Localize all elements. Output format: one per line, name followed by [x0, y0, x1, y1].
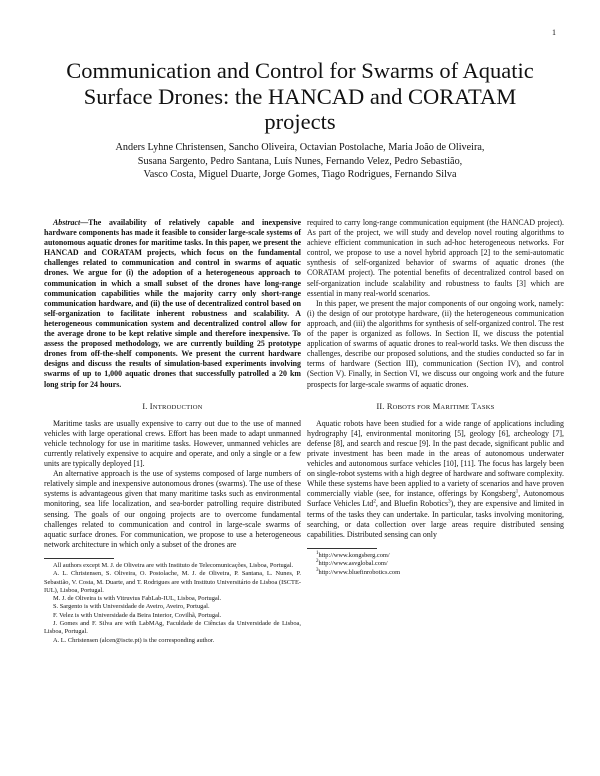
footnote-url: http://www.asvglobal.com/ — [318, 560, 388, 568]
footnotes — [307, 552, 564, 577]
affiliation-note: S. Sargento is with Universidade de Aveiro, Aveiro, Portugal. — [53, 603, 210, 611]
paragraph: In this paper, we present the major components of our ongoing work, namely: (i) the design of our prototype hardware, (ii) the heterogeneous communication approach, and (iii) the algorithms for synthesis of self-organized control. The rest of the paper is organized as follows. In Section II, we discuss the potential application of swarms of aquatic drones to real-world tasks. We then discuss the challenges, describe our proposed solutions, and the studies conducted so far in terms of hardware (Section III), communication (Section IV), and control (Section V). Finally, in Section VI, we discuss our ongoing work and the future prospects for large-scale swarms of aquatic drones. — [307, 298, 564, 389]
affiliation-note: J. Gomes and F. Silva are with LabMAg, Faculdade de Ciências da Universidade de Lisboa, Lisboa, Portugal. — [44, 619, 301, 636]
footnote — [307, 569, 564, 577]
paragraph — [307, 419, 564, 540]
section-numeral: I. — [142, 401, 148, 411]
section-title-initial: R — [386, 401, 393, 411]
text-run: ), they are expensive and limited in terms of the tasks they can undertake. In particular, tasks involving monitoring, searching, or data collection over large areas require distributed sensing capabilities. Distributed sensing can only — [307, 499, 564, 539]
text-run: , Autonomous Surface Vehicles Ltd — [307, 489, 564, 509]
paragraph: Maritime tasks are usually expensive to carry out due to the use of manned vehicles with large operational crews. Effort has been made to adapt unmanned vehicle technology for use in maritime tasks. However, unmanned vehicles are currently relatively expensive to acquire and operate, and only a single or a few units are typically deployed [1]. — [44, 418, 301, 469]
text-run: , and Bluefin Robotics — [375, 499, 449, 509]
affiliation-note: All authors except M. J. de Oliveira are with Instituto de Telecomunicações, Lisboa, Portugal. — [53, 561, 294, 569]
section-heading-introduction — [44, 402, 301, 413]
section-title-rest: ARITIME — [440, 403, 470, 411]
right-column — [307, 218, 564, 577]
footnote-marker: 1 — [515, 489, 519, 495]
page-number: 1 — [552, 28, 556, 37]
footnote-url: http://www.kongsberg.com/ — [318, 551, 390, 559]
footnote — [307, 552, 564, 560]
footnote-number: 1 — [316, 550, 319, 556]
footnote-rule — [44, 558, 114, 559]
footnote-marker: 2 — [373, 499, 376, 505]
abstract — [44, 218, 301, 390]
section-title-rest: OBOTS FOR — [392, 403, 431, 411]
section-title-initial: M — [432, 401, 441, 411]
footnote-number: 3 — [316, 567, 319, 573]
section-title-initial: T — [471, 401, 477, 411]
section-heading-robots — [307, 402, 564, 413]
abstract-label: Abstract — [53, 218, 81, 227]
affiliation-note: A. L. Christensen, S. Oliveira, O. Postolache, M. J. de Oliveira, P. Santana, L. Nunes, P. Sebastião, V. Costa, M. Duarte, and T. Rodrigues are with Instituto Universitário de Lisboa (ISCTE-IUL), Lisboa, Portugal. — [44, 570, 301, 594]
paragraph: required to carry long-range communication equipment (the HANCAD project). As part of the project, we will study and develop novel routing algorithms to achieve efficient communication in such ad-hoc heterogeneous networks. For control, we propose to use a novel hybrid approach [2] to the semi-automatic synthesis of self-organized behavior of swarms of aquatic drones (the CORATAM project). The potential benefits of decentralized control based on self-organization include scalability and robustness to faults [3] which are essential in many real-world scenarios. — [307, 218, 564, 298]
affiliation-note: A. L. Christensen (alcen@iscte.pt) is the corresponding author. — [53, 636, 215, 644]
text-run: Aquatic robots have been studied for a wide range of applications including hydrography [4], environmental monitoring [5], geology [6], archeology [7], defense [8], and search and rescue [9]. In the past decade, significant public and private investment has been made in the areas of autonomous underwater vehicles and autonomous surface vehicles [10], [11]. The focus has largely been on single-robot systems with a high degree of hardware and software complexity. While these systems have been applied to a variety of scenarios and have proven commercially viable (see, for instance, offerings by Kongsberg — [307, 418, 564, 499]
author-line: Anders Lyhne Christensen, Sancho Oliveira, Octavian Postolache, Maria João de Oliveira, — [115, 142, 485, 153]
author-list — [60, 141, 540, 182]
footnote-marker: 3 — [448, 499, 451, 505]
left-column — [44, 218, 301, 645]
section-title-rest: ASKS — [476, 403, 495, 411]
footnote-rule — [307, 548, 377, 549]
affiliation-note: F. Velez is with Universidade da Beira Interior, Covilhã, Portugal. — [53, 611, 222, 619]
section-numeral: II. — [376, 401, 385, 411]
paragraph: An alternative approach is the use of systems composed of large numbers of relatively simple and inexpensive autonomous drones (swarms). The use of these systems is advantageous given that many maritime tasks such as environmental monitoring, sea life localization, and sea-border patrolling require distributed sensing. The goals of our ongoing projects are to overcome fundamental challenges related to communication and control in large-scale swarms of aquatic surface drones. For communication, we propose to use a heterogeneous network architecture in which only a subset of the drones are — [44, 469, 301, 549]
section-title-rest: NTRODUCTION — [152, 403, 203, 411]
paper-title: Communication and Control for Swarms of Aquatic Surface Drones: the HANCAD and CORATAM projects — [66, 58, 534, 134]
footnote — [307, 560, 564, 568]
author-line: Vasco Costa, Miguel Duarte, Jorge Gomes, Tiago Rodrigues, Fernando Silva — [143, 169, 457, 181]
footnote-url: http://www.bluefinrobotics.com — [318, 568, 401, 576]
footnote-number: 2 — [316, 559, 319, 565]
author-line: Susana Sargento, Pedro Santana, Luís Nunes, Fernando Velez, Pedro Sebastião, — [137, 155, 463, 167]
affiliations — [44, 562, 301, 645]
section-title-initial: I — [149, 401, 153, 411]
abstract-text: —The availability of relatively capable and inexpensive hardware components has made it feasible to consider large-scale systems of autonomous aquatic drones for maritime tasks. In this paper, we present the HANCAD and CORATAM projects, which focus on the fundamental challenges related to communication and control in swarms of aquatic drones. We argue for (i) the adoption of a heterogeneous approach to communication in which a small subset of the drones have long-range communication capabilities while the majority carry only short-range communication hardware, and (ii) the use of decentralized control based on self-organization to facilitate inherent robustness and scalability. A heterogeneous communication system and decentralized control allow for the average drone to be kept relative simple and therefore inexpensive. To assess the proposed methodology, we are currently building 25 prototype drones from off-the-shelf components. We present the current hardware designs and discuss the results of simulation-based experiments involving swarms of up to 1,000 aquatic drones that successfully patrolled a 20 km long strip for 24 hours. — [44, 218, 301, 389]
affiliation-note: M. J. de Oliveira is with Vitruvius FabLab-IUL, Lisboa, Portugal. — [53, 595, 222, 603]
